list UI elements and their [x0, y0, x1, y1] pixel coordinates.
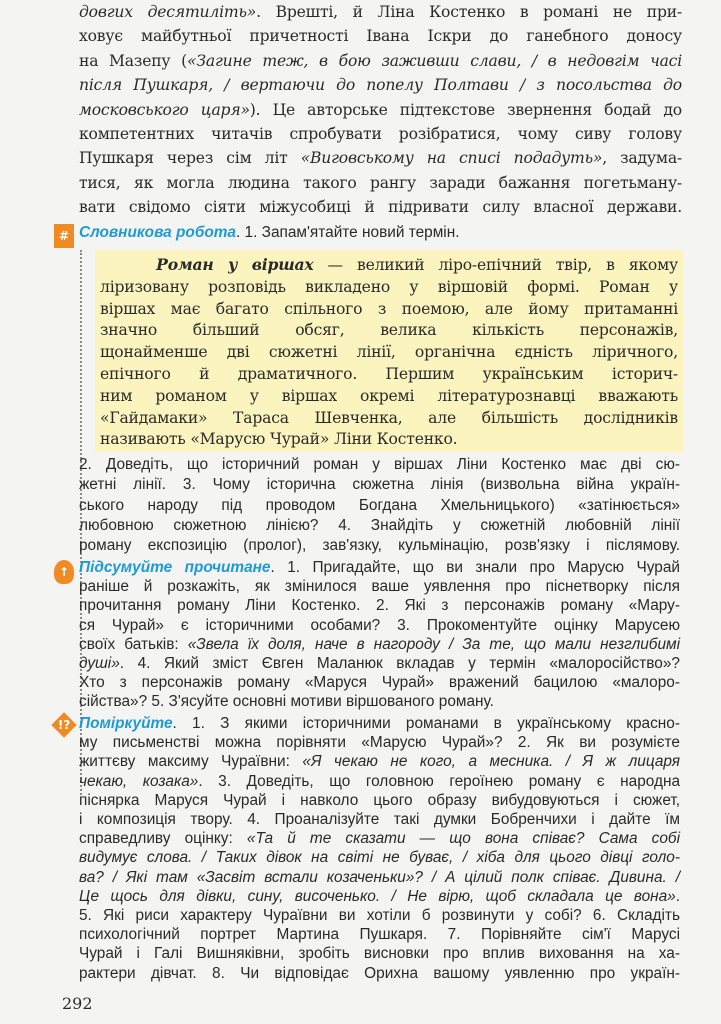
text-segment: сійства»? 5. З'ясуйте основні мотиви віршованого роману. [79, 693, 494, 711]
summary-icon: ↑ [54, 560, 74, 584]
text-segment: ховує майбутньої причетності Івана Іскри до ганебного доносу [79, 27, 682, 46]
text-segment [100, 256, 156, 274]
text-segment: Це щось для дівки, сину, височенько. / Не вірю, щоб складала це вона» [79, 887, 676, 905]
text-segment: значно більший обсяг, велика кількість персонажів, [100, 321, 678, 340]
section-heading: Поміркуйте [79, 715, 173, 732]
page-number: 292 [62, 994, 93, 1013]
text-line [79, 24, 682, 48]
reflect-section [79, 714, 680, 983]
text-line [79, 49, 682, 73]
text-segment: «Гайдамаки» Тараса Шевченка, але більшість дослідників [100, 408, 678, 427]
question-icon: !? [51, 712, 76, 737]
text-segment: Пушкаря через сім літ [79, 149, 301, 168]
vocab-heading [79, 223, 682, 243]
text-line [79, 516, 680, 536]
text-segment: ся Чурай» є історичними особами? 3. Прокоментуйте оцінку Марусею [79, 616, 680, 634]
text-segment: московського царя» [79, 100, 250, 119]
text-segment: вати свідомо сіяти міжусобиці й підривати силу власної держави. [79, 198, 682, 217]
text-segment: «Я чекаю не кого, а месника. / Я ж лицаря [302, 753, 680, 771]
text-segment: Чурай і Галі Вишняківни, зробіть висновки про вплив виховання на ха- [79, 945, 680, 963]
text-line [79, 596, 680, 615]
text-segment: піснярка Маруся Чурай і навколо цього образу вибудовуються і сюжет, [79, 791, 680, 809]
text-segment: му письменстві можна порівняти «Марусю Чурай»? 2. Як ви розумієте [79, 734, 680, 752]
text-segment: «Звела їх доля, наче в нагороду / За те, що мали незглибимі [187, 635, 680, 653]
text-segment: життєву максиму Чураївни: [79, 753, 303, 771]
text-segment: ). Це авторське підтекстове звернення бодай до [249, 100, 682, 119]
text-segment: своїх батьків: [79, 635, 188, 653]
text-line [79, 772, 680, 791]
text-line [79, 122, 682, 146]
text-line [79, 635, 680, 654]
text-segment: психологічний портрет Мартина Пушкаря. 7. Порівняйте сім'ї Марусі [79, 926, 680, 944]
text-segment: тися, як могла людина такого рангу заради бажання погетьману- [79, 173, 682, 192]
text-segment: роману експозицію (пролог), зав'язку, кульмінацію, розв'язку і післямову. [79, 537, 680, 555]
text-line [100, 408, 678, 430]
section-heading: Словникова робота [79, 224, 236, 241]
text-segment: . 1. З якими історичними романами в українському красно- [172, 715, 680, 732]
text-segment: ва? / Які там «Засвіт встали козаченьки»? / А цілий полк співає. Дивина. / [79, 868, 680, 886]
text-line [79, 733, 680, 752]
text-line [79, 475, 680, 495]
text-segment: — великий ліро-епічний твір, в якому [313, 256, 679, 274]
text-segment: прочитання роману Ліни Костенко. 2. Які з персонажів роману «Мару- [79, 597, 680, 615]
text-line [100, 277, 678, 299]
text-segment: ського народу під проводом Богдана Хмельницького) «затінюється» [79, 496, 680, 514]
text-line [79, 925, 680, 944]
text-segment: «Загине теж, в бою заживши слави, / в недовгім часі [187, 51, 682, 70]
text-segment: раніше й розкажіть, як змінилося ваше уявлення про піснетворку після [79, 578, 680, 596]
text-line [79, 223, 682, 243]
text-segment: ліризовану розповідь викладено у віршовій формі. Роман у [100, 277, 678, 296]
text-segment: . 1. Пригадайте, що ви знали про Марусю Чурай [270, 559, 680, 576]
intro-paragraph [79, 0, 682, 220]
text-segment: видумує слова. / Таких дівок на світі не буває, / хіба для цього дівці голо- [79, 849, 680, 867]
text-segment: жетні лінії. 3. Чому історична сюжетна лінія (визвольна війна україн- [79, 476, 680, 494]
text-line [79, 964, 680, 983]
text-line [79, 171, 682, 195]
text-line [79, 848, 680, 867]
text-segment: «Та й те сказати — що вона співає? Сама собі [246, 830, 680, 848]
text-line [79, 791, 680, 810]
dictionary-icon: # [54, 224, 74, 248]
text-segment: душі» [79, 655, 120, 673]
text-segment: і композиція твору. 4. Проаналізуйте такі думки Бобренчихи і дайте їм [79, 811, 680, 829]
text-segment: після Пушкаря, / вертаючи до попелу Полтави / з посольства до [79, 76, 682, 95]
text-line [79, 616, 680, 635]
text-line [100, 299, 678, 321]
text-segment: . Врешті, й Ліна Костенко в романі не при- [256, 3, 682, 21]
text-segment: епічного й драматичного. Першим українським історич- [100, 364, 678, 383]
text-segment: , задума- [602, 149, 682, 168]
text-line [79, 98, 682, 122]
text-line [100, 364, 678, 386]
text-line [79, 887, 680, 906]
text-segment: називають «Марусю Чурай» Ліни Костенко. [100, 430, 458, 449]
text-segment: Роман у віршах [156, 255, 314, 274]
text-line [79, 455, 680, 475]
text-line [79, 810, 680, 829]
text-segment: любовною сюжетною лінією? 4. Знайдіть у сюжетній любовній лінії [79, 516, 680, 534]
text-line [79, 673, 680, 692]
text-segment: «Виговському на списі подадуть» [300, 149, 603, 168]
text-line [79, 558, 680, 577]
text-line [79, 944, 680, 963]
text-segment: компетентних читачів спробувати розібратися, чому сиву голову [79, 125, 682, 144]
vocab-questions [79, 455, 680, 556]
text-segment: довгих десятиліть» [79, 3, 257, 21]
text-segment: ним романом у віршах окремі літературознавці вважають [100, 386, 678, 405]
section-heading: Підсумуйте прочитане [79, 559, 271, 576]
text-segment: 2. Доведіть, що історичний роман у віршах Ліни Костенко має дві сю- [79, 456, 680, 473]
text-segment: . 3. Доведіть, що головною героїнею роману є народна [198, 772, 681, 790]
text-line [79, 536, 680, 556]
text-segment: 5. Які риси характеру Чураївни ви хотіли б розвинути у собі? 6. Складіть [79, 907, 680, 925]
definition-text [100, 254, 678, 451]
text-line [100, 429, 678, 451]
text-line [79, 496, 680, 516]
summary-section [79, 558, 680, 712]
text-line [79, 146, 682, 170]
text-line [79, 868, 680, 887]
text-segment: щонайменше дві сюжетні лінії, органічна єдність ліричного, [100, 343, 678, 362]
text-line [100, 254, 678, 277]
text-line [100, 342, 678, 364]
text-segment: справедливу оцінку: [79, 830, 247, 848]
text-line [79, 752, 680, 771]
text-segment: . [675, 887, 680, 905]
text-line [100, 320, 678, 342]
text-segment: на Мазепу ( [79, 51, 188, 70]
text-line [79, 906, 680, 925]
text-line [79, 692, 680, 711]
text-line [79, 714, 680, 733]
text-segment: . 1. Запам'ятайте новий термін. [236, 224, 460, 241]
text-segment: чекаю, козака» [79, 772, 199, 790]
text-line [79, 73, 682, 97]
text-segment: Хто з персонажів роману «Маруся Чурай» вражений бацилою «малоро- [79, 674, 680, 692]
text-line [79, 829, 680, 848]
text-line [100, 386, 678, 408]
text-line [79, 195, 682, 219]
text-segment: . 4. Який зміст Євген Маланюк вкладав у термін «малоросійство»? [119, 655, 680, 673]
text-segment: віршах має багато спільного з поемою, але йому притаманні [100, 299, 678, 318]
text-line [79, 577, 680, 596]
text-line [79, 654, 680, 673]
text-segment: рактери дівчат. 8. Чи відповідає Орихна вашому уявленню про україн- [79, 964, 680, 982]
text-line [79, 0, 682, 24]
